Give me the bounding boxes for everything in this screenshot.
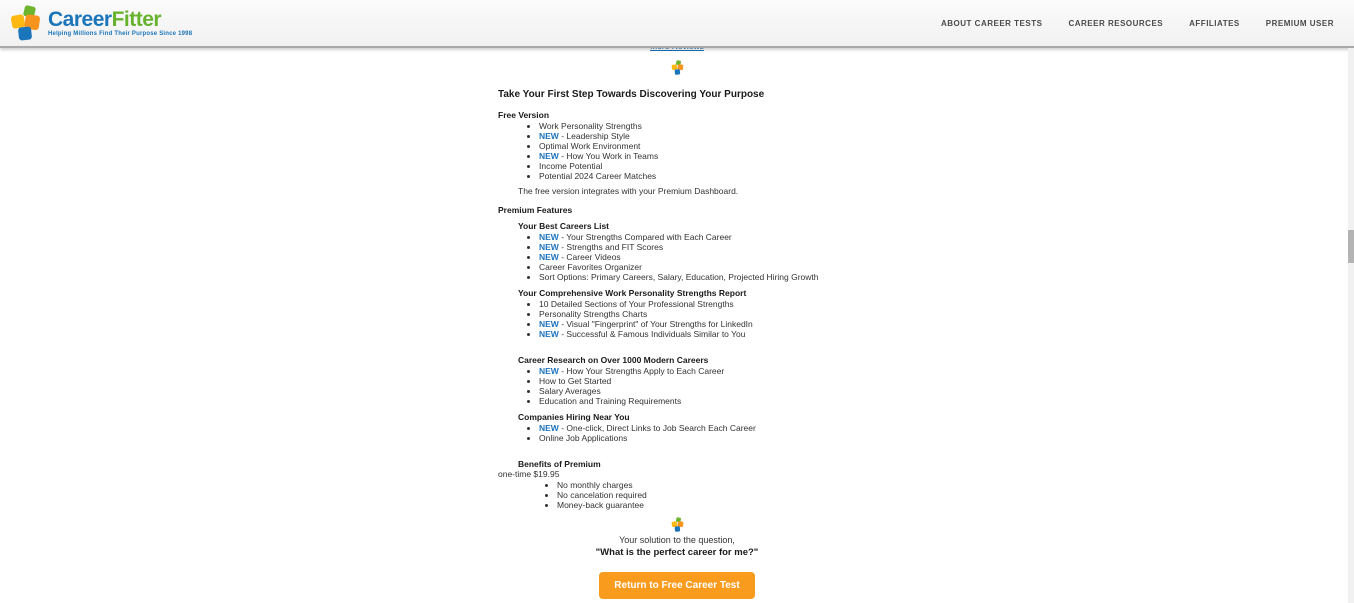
nav-premium-user[interactable]: PREMIUM USER [1265,18,1334,28]
list-item: • NEW - One-click, Direct Links to Job Search Each Career [539,423,856,433]
list-item: • NEW - How Your Strengths Apply to Each Career [539,366,856,376]
nav-about-career-tests[interactable]: ABOUT CAREER TESTS [941,18,1043,28]
section-list [498,423,856,443]
new-badge: NEW [539,242,559,252]
new-badge: NEW [539,423,559,433]
section-title: Companies Hiring Near You [518,412,630,422]
premium-section-career-research [498,355,856,406]
nav-affiliates[interactable]: AFFILIATES [1189,18,1240,28]
list-item: • Sort Options: Primary Careers, Salary, Education, Projected Hiring Growth [539,272,856,282]
new-badge: NEW [539,366,559,376]
list-item: • No cancelation required [557,490,856,500]
benefits-of-premium [498,459,856,510]
divider-logo-icon [498,517,856,532]
puzzle-icon [671,60,684,75]
free-version-list [498,121,856,181]
logo-tagline: Helping Millions Find Their Purpose Since 1998 [48,30,193,37]
benefits-title: Benefits of Premium [518,459,601,469]
new-badge: NEW [539,232,559,242]
list-item: • Career Favorites Organizer [539,262,856,272]
new-badge: NEW [539,151,559,161]
careerfitter-logo[interactable] [0,5,192,41]
section-list [498,232,856,282]
list-item: • Education and Training Requirements [539,396,856,406]
premium-section-companies-hiring [498,412,856,443]
list-item: • How to Get Started [539,376,856,386]
list-item: • Work Personality Strengths [539,121,856,131]
nav-career-resources[interactable]: CAREER RESOURCES [1068,18,1164,28]
closing-question: "What is the perfect career for me?" [595,547,759,558]
list-item: • Potential 2024 Career Matches [539,171,856,181]
new-badge: NEW [539,252,559,262]
section-title: Your Comprehensive Work Personality Strengths Report [518,288,747,298]
free-version-note: The free version integrates with your Premium Dashboard. [518,186,739,196]
main-nav [941,19,1354,28]
new-badge: NEW [539,329,559,339]
scrollbar-thumb[interactable] [1348,230,1354,263]
section-list [498,366,856,406]
section-title: Career Research on Over 1000 Modern Careers [518,355,709,365]
list-item: • NEW - Your Strengths Compared with Each Career [539,232,856,242]
list-item: • Online Job Applications [539,433,856,443]
free-version-title: Free Version [498,110,550,120]
list-item: • NEW - Visual "Fingerprint" of Your Strengths for LinkedIn [539,319,856,329]
list-item: • NEW - How You Work in Teams [539,151,856,161]
price-line: one-time $19.95 [498,469,560,479]
list-item: • Salary Averages [539,386,856,396]
list-item: • Optimal Work Environment [539,141,856,151]
vertical-scrollbar[interactable] [1348,48,1354,603]
premium-features-title: Premium Features [498,205,573,215]
list-item: • NEW - Successful & Famous Individuals Similar to You [539,329,856,339]
page-title: Take Your First Step Towards Discovering Your Purpose [498,89,765,100]
puzzle-icon [671,517,684,532]
section-list [498,299,856,339]
careerfitter-logo-icon [10,5,44,41]
list-item: • Money-back guarantee [557,500,856,510]
list-item: • NEW - Strengths and FIT Scores [539,242,856,252]
logo-wordmark: CareerFitter [48,7,162,31]
premium-section-strengths-report [498,288,856,339]
list-item: • 10 Detailed Sections of Your Professional Strengths [539,299,856,309]
benefits-list [498,480,856,510]
new-badge: NEW [539,131,559,141]
divider-logo-icon [498,60,856,75]
list-item: • Personality Strengths Charts [539,309,856,319]
list-item: • NEW - Leadership Style [539,131,856,141]
list-item: • Income Potential [539,161,856,171]
section-title: Your Best Careers List [518,221,610,231]
premium-section-best-careers [498,221,856,282]
list-item: • NEW - Career Videos [539,252,856,262]
new-badge: NEW [539,319,559,329]
list-item: • No monthly charges [557,480,856,490]
closing-question-intro: Your solution to the question, [619,535,735,545]
return-to-free-career-test-button[interactable]: Return to Free Career Test [599,572,754,599]
site-header [0,0,1354,48]
